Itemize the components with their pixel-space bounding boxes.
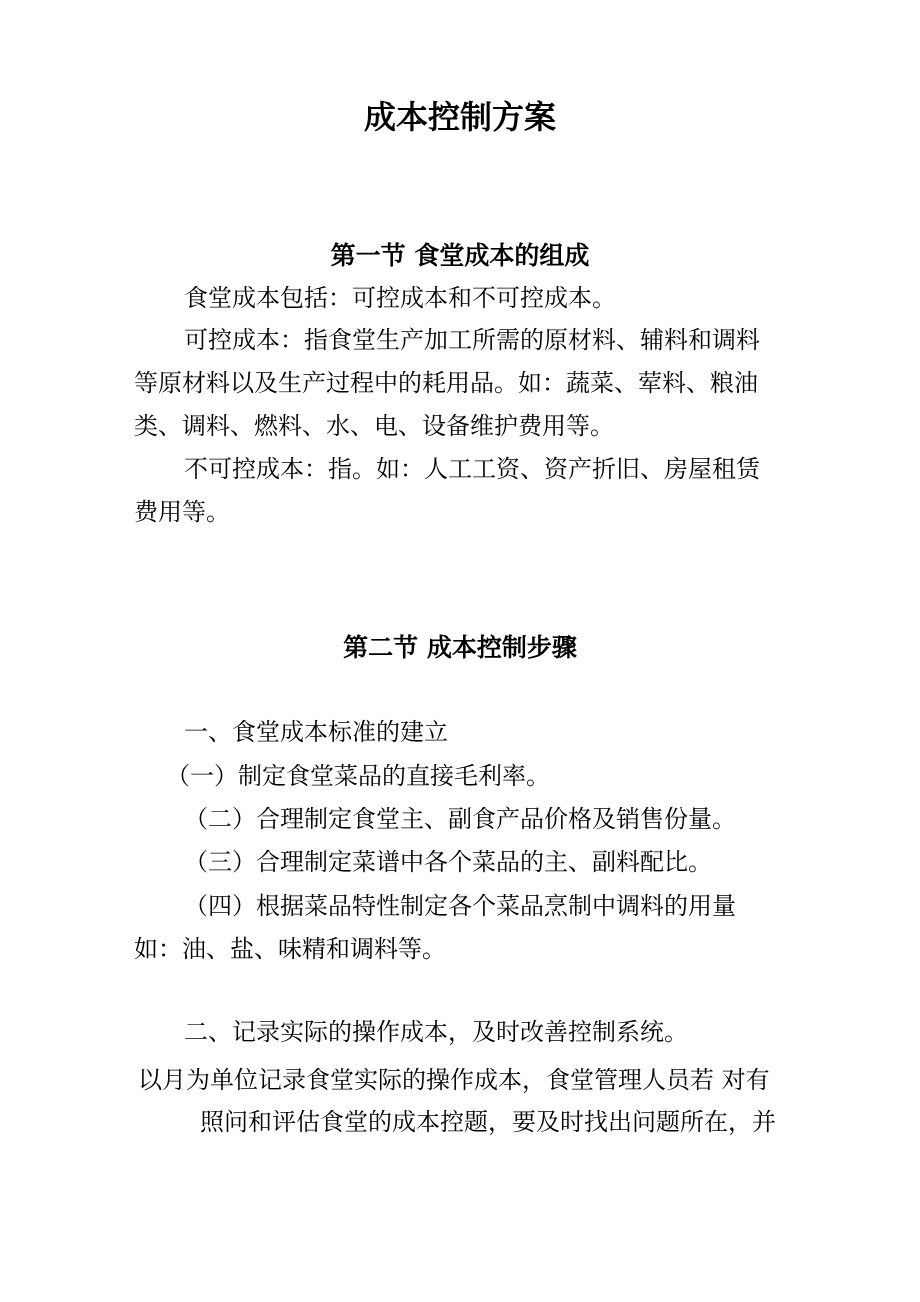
paragraph-line: 二、记录实际的操作成本，及时改善控制系统。 (184, 1018, 688, 1046)
section-1-heading: 第一节 食堂成本的组成 (330, 241, 590, 270)
paragraph-line: 费用等。 (134, 498, 230, 526)
paragraph-line: （四）根据菜品特性制定各个菜品烹制中调料的用量 (184, 892, 736, 920)
document-title: 成本控制方案 (363, 98, 556, 136)
paragraph-line: （二）合理制定食堂主、副食产品价格及销售份量。 (184, 805, 736, 833)
paragraph-line: 一、食堂成本标准的建立 (184, 718, 448, 746)
paragraph-line: 以月为单位记录食堂实际的操作成本，食堂管理人员若 对有 (138, 1066, 770, 1094)
paragraph-line: 可控成本：指食堂生产加工所需的原材料、辅料和调料 (184, 326, 760, 354)
paragraph-line: 如：油、盐、味精和调料等。 (134, 935, 446, 963)
paragraph-line: 不可控成本：指。如：人工工资、资产折旧、房屋租赁 (184, 455, 760, 483)
paragraph-line: 食堂成本包括：可控成本和不可控成本。 (184, 284, 616, 312)
section-2-heading: 第二节 成本控制步骤 (343, 633, 577, 662)
paragraph-line: 类、调料、燃料、水、电、设备维护费用等。 (134, 412, 614, 440)
paragraph-line: 等原材料以及生产过程中的耗用品。如：蔬菜、荤料、粮油 (134, 369, 758, 397)
paragraph-line: （一）制定食堂菜品的直接毛利率。 (166, 762, 550, 790)
paragraph-line: （三）合理制定菜谱中各个菜品的主、副料配比。 (184, 848, 712, 876)
paragraph-line: 照问和评估食堂的成本控题，要及时找出问题所在，并 (200, 1108, 776, 1136)
